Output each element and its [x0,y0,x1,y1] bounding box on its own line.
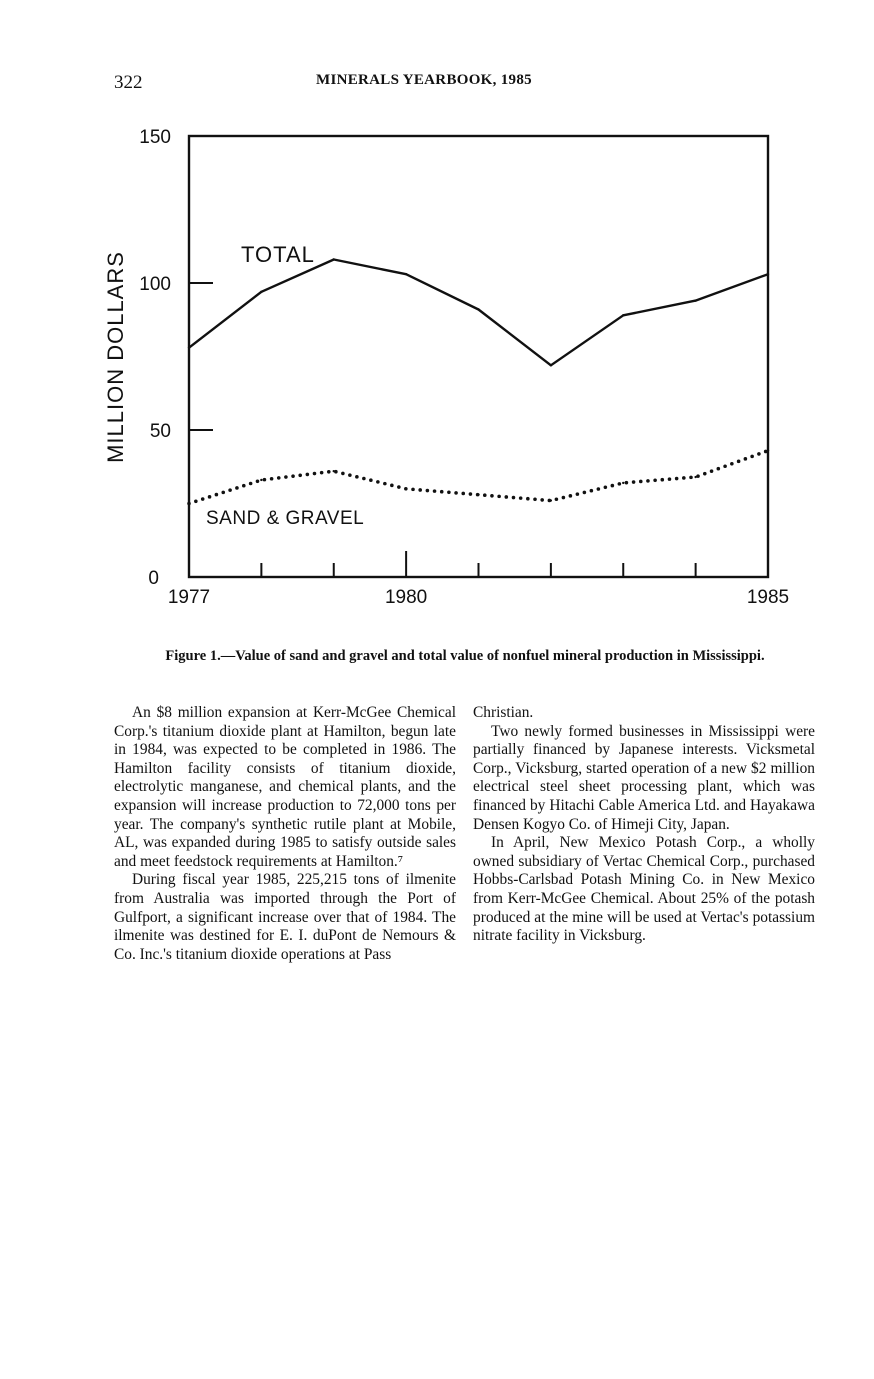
data-point [694,299,696,301]
y-tick-label: 150 [139,127,171,148]
data-point [694,476,696,478]
paragraph: An $8 million expansion at Kerr-McGee Chemical Corp.'s titanium dioxide plant at Hamilton, begun late in 1984, was expected to be completed in 1986. The Hamilton facility consists of titanium dioxide, electrolytic manganese, and chemical plants, and the expansion will increase production to 72,000 tons per year. The company's synthetic rutile plant at Mobile, AL, was expanded during 1985 to satisfy outside sales and meet feedstock requirements at Hamilton.⁷ [114,704,456,870]
y-tick-label: 100 [139,274,171,295]
data-point [333,258,335,260]
running-title: MINERALS YEARBOOK, 1985 [316,72,532,88]
data-point [188,346,190,348]
paragraph: During fiscal year 1985, 225,215 tons of ilmenite from Australia was imported through the Port of Gulfport, a significant increase over that of 1984. The ilmenite was destined for E. I. duPont de Nemours & Co. Inc.'s titanium dioxide operations at Pass [114,871,456,963]
data-point [477,308,479,310]
y-tick-label: 50 [149,421,171,442]
data-point [405,488,407,490]
figure-caption: Figure 1.—Value of sand and gravel and total value of nonfuel mineral production in Mississippi. [165,648,765,664]
text-column-left [114,704,456,964]
series-label: SAND & GRAVEL [206,508,365,529]
data-point [260,291,262,293]
data-point [477,493,479,495]
paragraph-continuation: Christian. [473,704,534,721]
x-tick-label: 1985 [746,587,790,608]
text-column-right [473,704,815,946]
data-point [550,364,552,366]
data-point [333,470,335,472]
data-point [550,499,552,501]
x-tick-label: 1980 [384,587,428,608]
data-point [767,273,769,275]
data-point [260,479,262,481]
paragraph: Two newly formed businesses in Mississippi were partially financed by Japanese interests. Vicksmetal Corp., Vicksburg, started operation of a new $2 million electrical steel sheet processing plant, which was financed by Hitachi Cable America Ltd. and Hayakawa Densen Kogyo Co. of Himeji City, Japan. [473,722,815,833]
series-line [189,260,768,366]
data-point [767,449,769,451]
page-number: 322 [114,72,143,93]
data-point [188,502,190,504]
data-point [622,314,624,316]
x-tick-label: 1977 [167,587,211,608]
data-point [622,482,624,484]
paragraph: In April, New Mexico Potash Corp., a wholly owned subsidiary of Vertac Chemical Corp., purchased Hobbs-Carlsbad Potash Mining Co. in New Mexico from Kerr-McGee Chemical. About 25% of the potash produced at the mine will be used at Vertac's potassium nitrate facility in Vicksburg. [473,834,815,945]
series-label: TOTAL [241,242,315,267]
line-chart [0,0,874,640]
data-point [405,273,407,275]
y-tick-label: 0 [148,568,159,589]
y-axis-label: MILLION DOLLARS [103,251,128,463]
